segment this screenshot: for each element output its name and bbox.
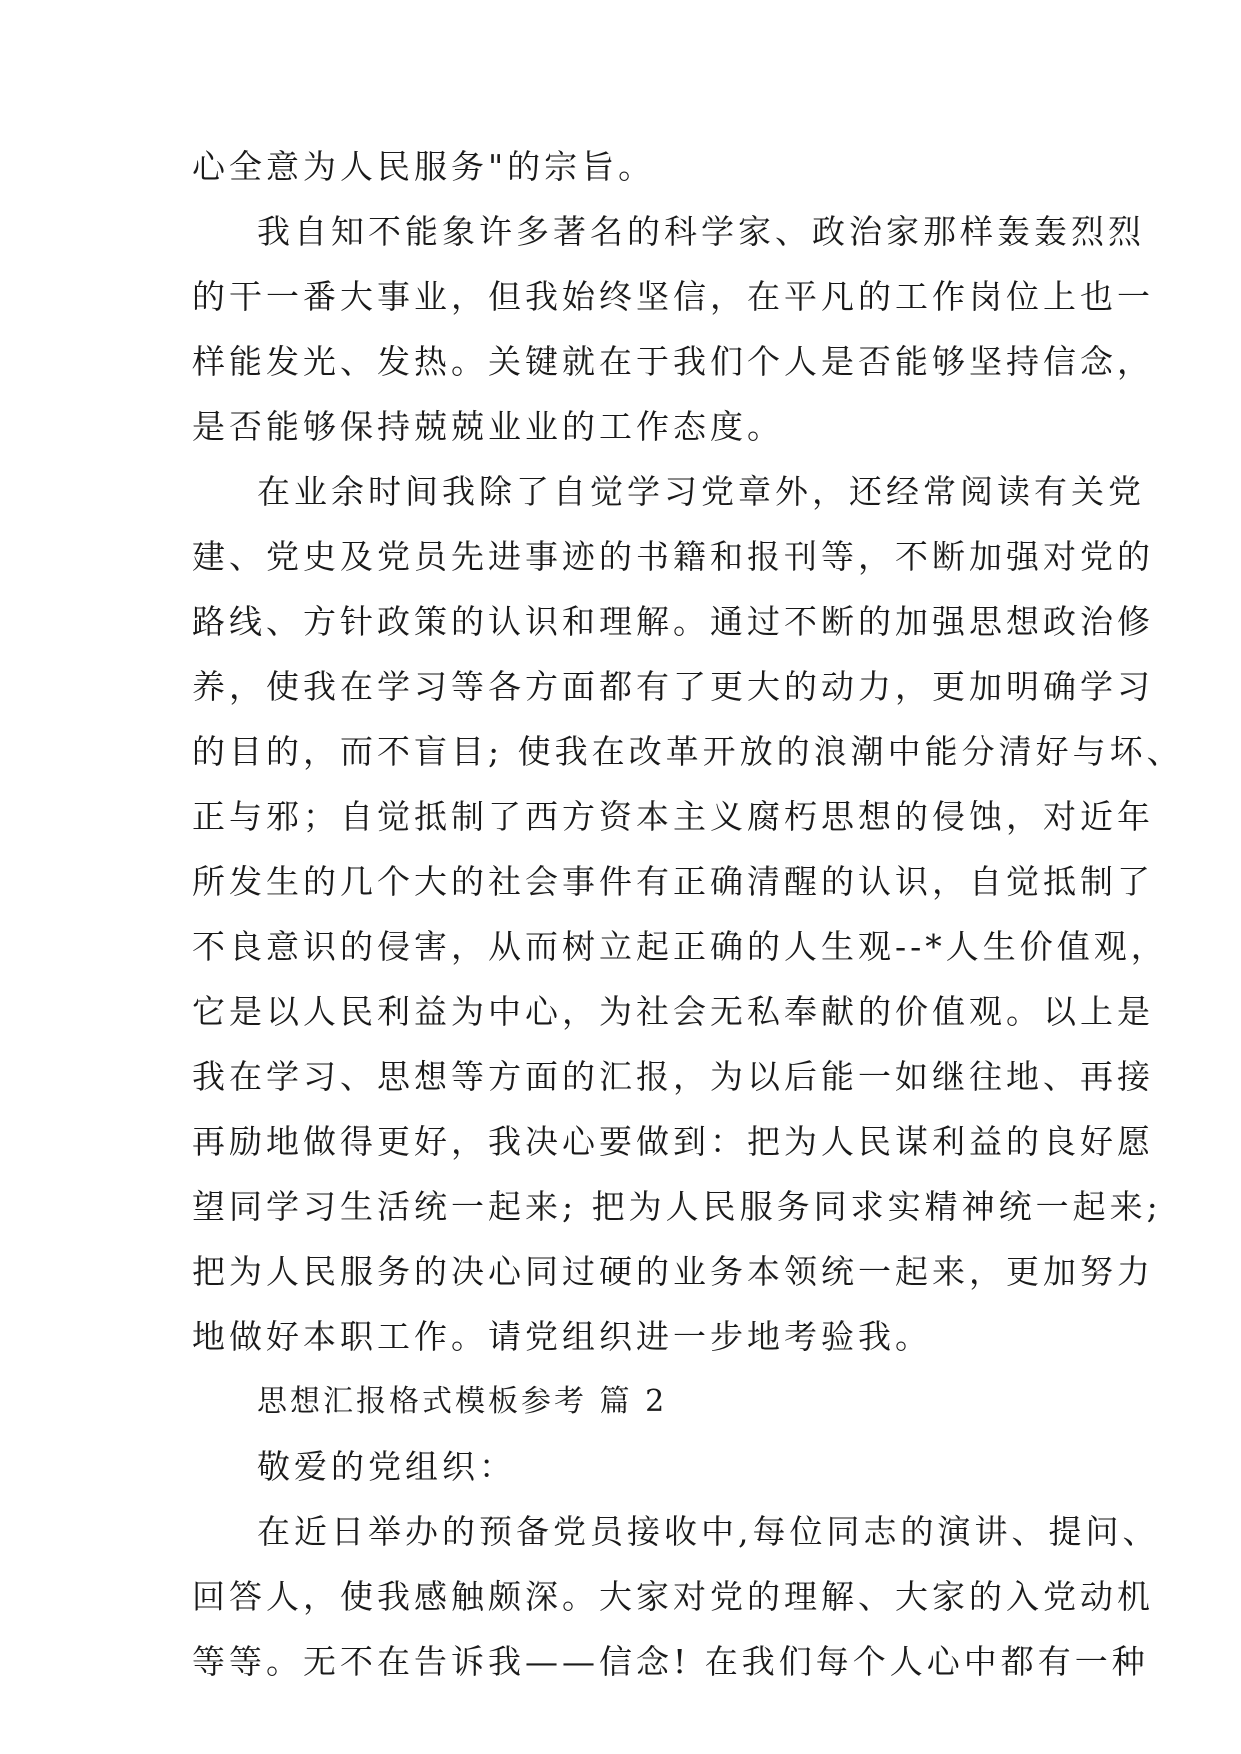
- text-line: 等等。无不在告诉我——信念! 在我们每个人心中都有一种: [192, 1642, 1149, 1681]
- text-line: 它是以人民利益为中心，为社会无私奉献的价值观。以上是: [192, 992, 1154, 1031]
- text-line: 路线、方针政策的认识和理解。通过不断的加强思想政治修: [192, 602, 1154, 641]
- text-line: 的目的，而不盲目; 使我在改革开放的浪潮中能分清好与坏、: [192, 732, 1184, 771]
- text-line: 回答人，使我感触颇深。大家对党的理解、大家的入党动机: [192, 1577, 1154, 1616]
- text-line: 不良意识的侵害，从而树立起正确的人生观--*人生价值观，: [192, 927, 1168, 966]
- text-line: 心全意为人民服务"的宗旨。: [192, 147, 656, 186]
- salutation: 敬爱的党组织：: [257, 1447, 516, 1486]
- section-heading: 思想汇报格式模板参考 篇 2: [257, 1384, 668, 1419]
- paragraph-start-line: 在近日举办的预备党员接收中,每位同志的演讲、提问、: [257, 1512, 1160, 1551]
- text-line: 望同学习生活统一起来; 把为人民服务同求实精神统一起来;: [192, 1187, 1162, 1226]
- text-line: 把为人民服务的决心同过硬的业务本领统一起来，更加努力: [192, 1252, 1154, 1291]
- text-line: 养，使我在学习等各方面都有了更大的动力，更加明确学习: [192, 667, 1154, 706]
- text-line: 建、党史及党员先进事迹的书籍和报刊等，不断加强对党的: [192, 537, 1154, 576]
- text-line: 再励地做得更好，我决心要做到：把为人民谋利益的良好愿: [192, 1122, 1154, 1161]
- paragraph-start-line: 在业余时间我除了自觉学习党章外，还经常阅读有关党: [257, 472, 1145, 511]
- text-line: 我在学习、思想等方面的汇报，为以后能一如继往地、再接: [192, 1057, 1154, 1096]
- paragraph-start-line: 我自知不能象许多著名的科学家、政治家那样轰轰烈烈: [257, 212, 1145, 251]
- text-line: 是否能够保持兢兢业业的工作态度。: [192, 407, 784, 446]
- text-line: 地做好本职工作。请党组织进一步地考验我。: [192, 1317, 932, 1356]
- text-line: 的干一番大事业，但我始终坚信，在平凡的工作岗位上也一: [192, 277, 1154, 316]
- text-line: 所发生的几个大的社会事件有正确清醒的认识，自觉抵制了: [192, 862, 1154, 901]
- text-line: 正与邪；自觉抵制了西方资本主义腐朽思想的侵蚀，对近年: [192, 797, 1154, 836]
- text-line: 样能发光、发热。关键就在于我们个人是否能够坚持信念，: [192, 342, 1154, 381]
